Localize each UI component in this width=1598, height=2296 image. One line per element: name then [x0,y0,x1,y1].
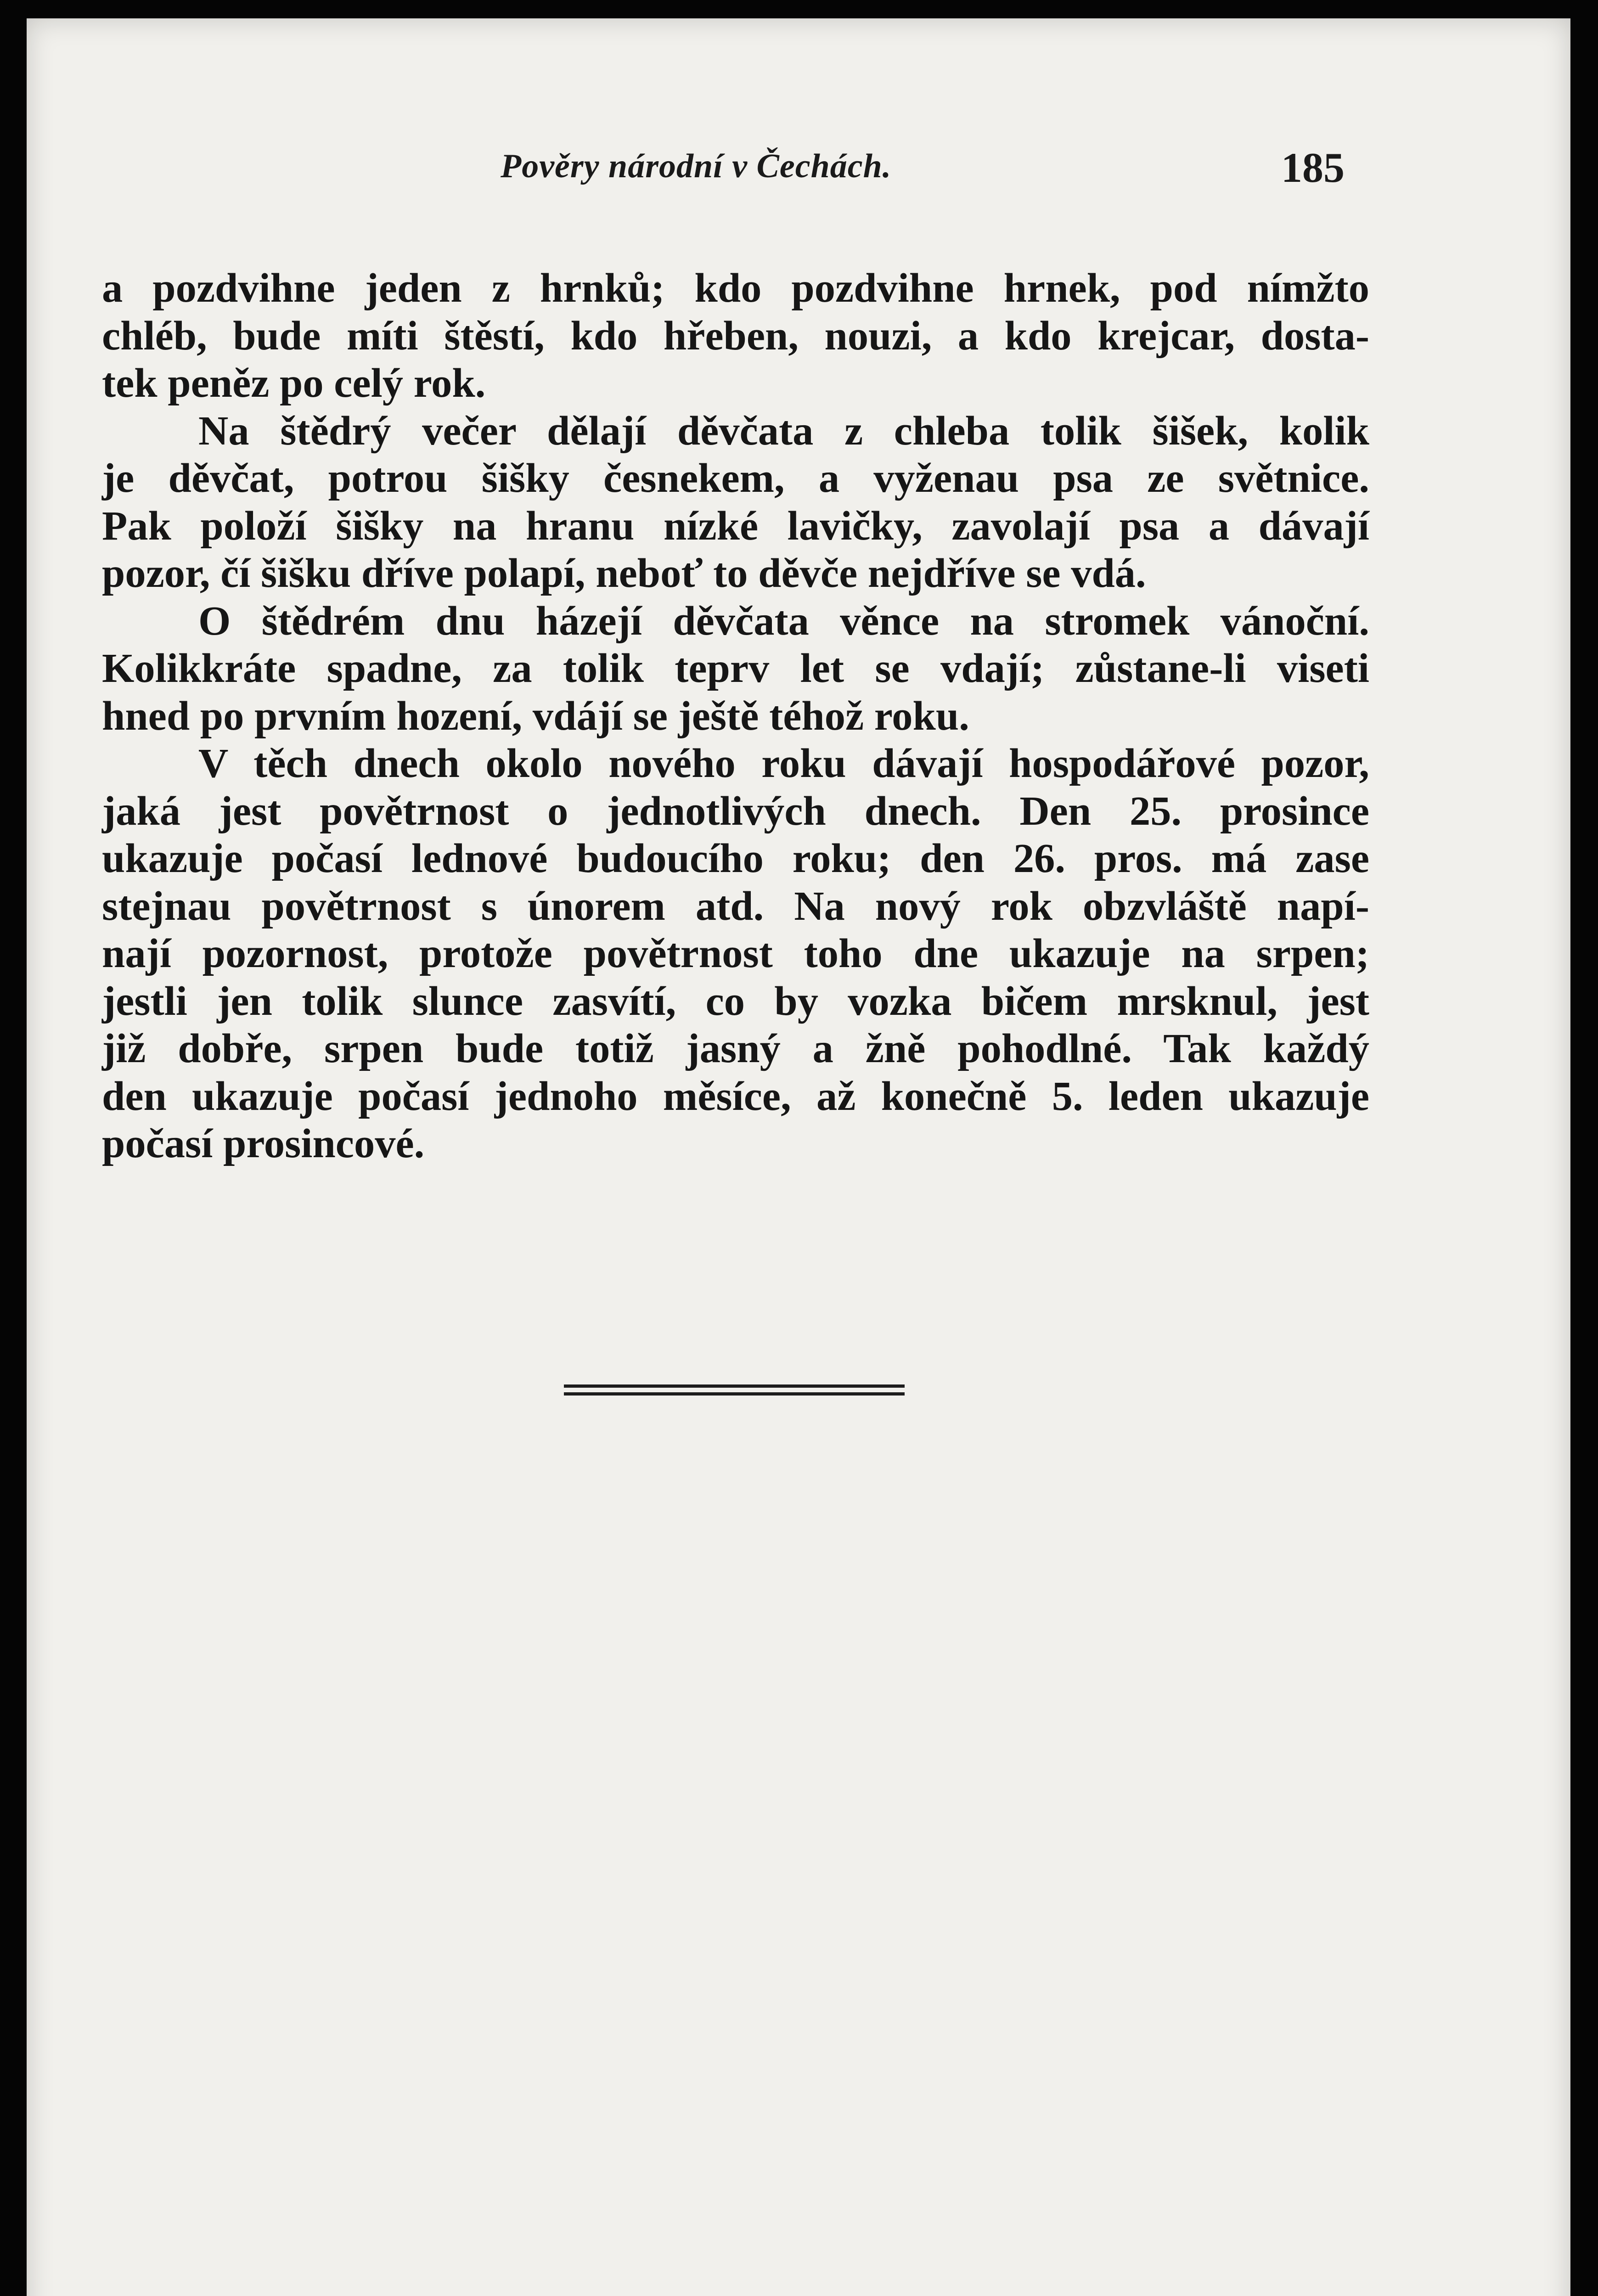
body-text [102,264,1369,1167]
section-end-double-rule [564,1384,905,1396]
rule-line-bottom [564,1392,905,1396]
text-line: nají pozornost, protože povětrnost toho dne ukazuje na srpen; [102,930,1369,976]
text-line: chléb, bude míti štěstí, kdo hřeben, nouzi, a kdo krejcar, dosta- [102,312,1369,359]
text-line: hned po prvním hození, vdájí se ještě téhož roku. [102,692,969,739]
text-line: je děvčat, potrou šišky česnekem, a vyženau psa ze světnice. [102,455,1369,501]
text-line: Pak položí šišky na hranu nízké lavičky, zavolají psa a dávají [102,502,1369,549]
text-line: počasí prosincové. [102,1120,425,1166]
text-line: den ukazuje počasí jednoho měsíce, až konečně 5. leden ukazuje [102,1072,1369,1119]
text-line: a pozdvihne jeden z hrnků; kdo pozdvihne hrnek, pod nímžto [102,264,1369,311]
text-line: stejnau povětrnost s únorem atd. Na nový rok obzvláště napí- [102,882,1369,929]
page-number: 185 [1281,144,1345,191]
text-line: ukazuje počasí lednové budoucího roku; den 26. pros. má zase [102,835,1369,881]
running-head: Pověry národní v Čechách. [501,147,892,185]
text-line: Na štědrý večer dělají děvčata z chleba tolik šišek, kolik [198,407,1369,454]
text-line: Kolikkráte spadne, za tolik teprv let se vdají; zůstane-li viseti [102,645,1369,691]
text-line: O štědrém dnu házejí děvčata věnce na stromek vánoční. [198,597,1369,644]
text-line: jestli jen tolik slunce zasvítí, co by vozka bičem mrsknul, jest [102,977,1369,1024]
rule-line-top [564,1384,905,1388]
text-line: pozor, čí šišku dříve polapí, neboť to děvče nejdříve se vdá. [102,550,1146,596]
text-line: tek peněz po celý rok. [102,360,486,406]
text-line: jaká jest povětrnost o jednotlivých dnech. Den 25. prosince [102,787,1369,834]
text-line: V těch dnech okolo nového roku dávají hospodářové pozor, [198,740,1369,786]
text-line: již dobře, srpen bude totiž jasný a žně pohodlné. Tak každý [102,1025,1369,1071]
